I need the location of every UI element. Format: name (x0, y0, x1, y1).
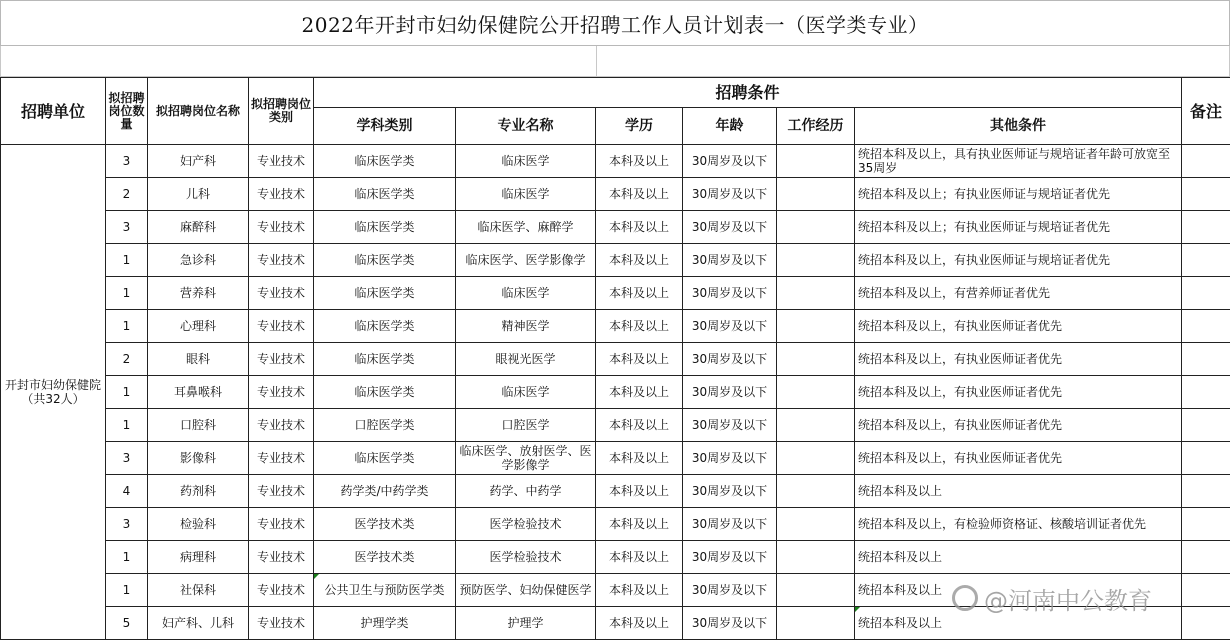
cell-other: 统招本科及以上 (855, 607, 1182, 640)
cell-remark (1182, 376, 1230, 409)
cell-education: 本科及以上 (596, 211, 683, 244)
cell-education: 本科及以上 (596, 508, 683, 541)
cell-category: 专业技术 (249, 343, 314, 376)
cell-education: 本科及以上 (596, 409, 683, 442)
cell-experience (777, 475, 855, 508)
cell-count: 3 (106, 145, 148, 178)
unit-name: 开封市妇幼保健院 (4, 378, 101, 392)
cell-major: 口腔医学 (456, 409, 596, 442)
table-row (1, 145, 1230, 178)
cell-experience (777, 508, 855, 541)
cell-count: 3 (106, 442, 148, 475)
cell-discipline: 临床医学类 (314, 442, 456, 475)
cell-major: 护理学 (456, 607, 596, 640)
header-category: 拟招聘岗位类别 (249, 78, 314, 145)
table-row (1, 541, 1230, 574)
cell-discipline: 临床医学类 (314, 145, 456, 178)
cell-experience (777, 376, 855, 409)
cell-age: 30周岁及以下 (683, 277, 777, 310)
cell-discipline: 护理学类 (314, 607, 456, 640)
cell-position: 营养科 (148, 277, 249, 310)
cell-remark (1182, 409, 1230, 442)
cell-education: 本科及以上 (596, 178, 683, 211)
cell-age: 30周岁及以下 (683, 343, 777, 376)
table-title: 2022年开封市妇幼保健院公开招聘工作人员计划表一（医学类专业） (0, 0, 1230, 46)
cell-other: 统招本科及以上，具有执业医师证与规培证者年龄可放宽至35周岁 (855, 145, 1182, 178)
header-experience: 工作经历 (777, 108, 855, 145)
cell-remark (1182, 178, 1230, 211)
cell-category: 专业技术 (249, 409, 314, 442)
cell-major: 眼视光医学 (456, 343, 596, 376)
cell-major: 临床医学、麻醉学 (456, 211, 596, 244)
cell-remark (1182, 244, 1230, 277)
cell-category: 专业技术 (249, 442, 314, 475)
table-row (1, 442, 1230, 475)
cell-major: 临床医学 (456, 145, 596, 178)
cell-major: 临床医学、放射医学、医学影像学 (456, 442, 596, 475)
cell-position: 耳鼻喉科 (148, 376, 249, 409)
cell-age: 30周岁及以下 (683, 607, 777, 640)
cell-education: 本科及以上 (596, 574, 683, 607)
unit-total: （共32人） (21, 392, 85, 406)
cell-experience (777, 211, 855, 244)
cell-position: 社保科 (148, 574, 249, 607)
cell-position: 麻醉科 (148, 211, 249, 244)
blank-row-divider (596, 46, 597, 76)
cell-position: 眼科 (148, 343, 249, 376)
cell-position: 药剂科 (148, 475, 249, 508)
table-row (1, 244, 1230, 277)
cell-education: 本科及以上 (596, 607, 683, 640)
cell-discipline: 临床医学类 (314, 376, 456, 409)
header-conditions: 招聘条件 (314, 78, 1182, 108)
cell-age: 30周岁及以下 (683, 145, 777, 178)
cell-education: 本科及以上 (596, 310, 683, 343)
cell-other: 统招本科及以上，有营养师证者优先 (855, 277, 1182, 310)
header-other: 其他条件 (855, 108, 1182, 145)
cell-other: 统招本科及以上；有执业医师证与规培证者优先 (855, 211, 1182, 244)
cell-major: 临床医学 (456, 277, 596, 310)
cell-experience (777, 310, 855, 343)
cell-remark (1182, 211, 1230, 244)
table-row (1, 607, 1230, 640)
cell-position: 检验科 (148, 508, 249, 541)
cell-category: 专业技术 (249, 277, 314, 310)
header-position: 拟招聘岗位名称 (148, 78, 249, 145)
cell-other: 统招本科及以上 (855, 541, 1182, 574)
cell-count: 5 (106, 607, 148, 640)
cell-discipline: 口腔医学类 (314, 409, 456, 442)
cell-discipline: 药学类/中药学类 (314, 475, 456, 508)
cell-major: 医学检验技术 (456, 508, 596, 541)
cell-other: 统招本科及以上，有检验师资格证、核酸培训证者优先 (855, 508, 1182, 541)
table-row (1, 508, 1230, 541)
cell-other: 统招本科及以上，有执业医师证者优先 (855, 409, 1182, 442)
cell-education: 本科及以上 (596, 442, 683, 475)
cell-experience (777, 541, 855, 574)
cell-category: 专业技术 (249, 508, 314, 541)
cell-remark (1182, 475, 1230, 508)
unit-cell (1, 145, 106, 640)
cell-discipline: 临床医学类 (314, 244, 456, 277)
cell-category: 专业技术 (249, 178, 314, 211)
header-count: 拟招聘岗位数量 (106, 78, 148, 145)
cell-experience (777, 277, 855, 310)
table-row (1, 343, 1230, 376)
cell-other: 统招本科及以上，有执业医师证者优先 (855, 310, 1182, 343)
cell-experience (777, 607, 855, 640)
watermark-text: @河南中公教育 (984, 586, 1152, 615)
cell-other: 统招本科及以上，有执业医师证者优先 (855, 343, 1182, 376)
table-row (1, 211, 1230, 244)
cell-experience (777, 442, 855, 475)
header-major: 专业名称 (456, 108, 596, 145)
cell-education: 本科及以上 (596, 244, 683, 277)
cell-education: 本科及以上 (596, 343, 683, 376)
cell-other: 统招本科及以上；有执业医师证与规培证者优先 (855, 178, 1182, 211)
cell-remark (1182, 541, 1230, 574)
cell-category: 专业技术 (249, 145, 314, 178)
cell-major: 预防医学、妇幼保健医学 (456, 574, 596, 607)
cell-discipline: 临床医学类 (314, 310, 456, 343)
recruitment-table (0, 77, 1230, 640)
cell-major: 临床医学 (456, 178, 596, 211)
cell-category: 专业技术 (249, 541, 314, 574)
cell-category: 专业技术 (249, 310, 314, 343)
cell-remark (1182, 607, 1230, 640)
cell-count: 1 (106, 310, 148, 343)
cell-remark (1182, 310, 1230, 343)
table-row (1, 310, 1230, 343)
cell-education: 本科及以上 (596, 277, 683, 310)
cell-category: 专业技术 (249, 211, 314, 244)
header-remark: 备注 (1182, 78, 1230, 145)
cell-category: 专业技术 (249, 475, 314, 508)
cell-age: 30周岁及以下 (683, 310, 777, 343)
cell-age: 30周岁及以下 (683, 475, 777, 508)
cell-count: 2 (106, 178, 148, 211)
cell-other: 统招本科及以上，有执业医师证者优先 (855, 376, 1182, 409)
cell-age: 30周岁及以下 (683, 211, 777, 244)
cell-age: 30周岁及以下 (683, 376, 777, 409)
cell-discipline: 临床医学类 (314, 178, 456, 211)
cell-remark (1182, 145, 1230, 178)
table-row (1, 475, 1230, 508)
cell-experience (777, 178, 855, 211)
header-unit: 招聘单位 (1, 78, 106, 145)
cell-major: 临床医学、医学影像学 (456, 244, 596, 277)
table-row (1, 178, 1230, 211)
cell-other: 统招本科及以上，有执业医师证与规培证者优先 (855, 244, 1182, 277)
header-education: 学历 (596, 108, 683, 145)
cell-position: 口腔科 (148, 409, 249, 442)
cell-remark (1182, 574, 1230, 607)
cell-count: 1 (106, 277, 148, 310)
cell-count: 4 (106, 475, 148, 508)
cell-major: 临床医学 (456, 376, 596, 409)
cell-discipline: 临床医学类 (314, 277, 456, 310)
table-row (1, 409, 1230, 442)
cell-major: 药学、中药学 (456, 475, 596, 508)
cell-position: 心理科 (148, 310, 249, 343)
cell-remark (1182, 343, 1230, 376)
cell-count: 1 (106, 376, 148, 409)
cell-position: 急诊科 (148, 244, 249, 277)
cell-category: 专业技术 (249, 574, 314, 607)
cell-education: 本科及以上 (596, 145, 683, 178)
table-row (1, 277, 1230, 310)
cell-education: 本科及以上 (596, 541, 683, 574)
cell-age: 30周岁及以下 (683, 178, 777, 211)
cell-experience (777, 244, 855, 277)
cell-other: 统招本科及以上 (855, 574, 1182, 607)
cell-age: 30周岁及以下 (683, 442, 777, 475)
cell-experience (777, 343, 855, 376)
cell-education: 本科及以上 (596, 475, 683, 508)
cell-category: 专业技术 (249, 376, 314, 409)
cell-position: 妇产科 (148, 145, 249, 178)
cell-remark (1182, 442, 1230, 475)
cell-age: 30周岁及以下 (683, 244, 777, 277)
cell-count: 1 (106, 541, 148, 574)
cell-remark (1182, 277, 1230, 310)
cell-position: 病理科 (148, 541, 249, 574)
cell-position: 儿科 (148, 178, 249, 211)
header-discipline: 学科类别 (314, 108, 456, 145)
cell-age: 30周岁及以下 (683, 541, 777, 574)
cell-position: 影像科 (148, 442, 249, 475)
cell-age: 30周岁及以下 (683, 574, 777, 607)
cell-other: 统招本科及以上，有执业医师证者优先 (855, 442, 1182, 475)
cell-discipline: 医学技术类 (314, 508, 456, 541)
cell-count: 2 (106, 343, 148, 376)
cell-experience (777, 145, 855, 178)
cell-discipline: 临床医学类 (314, 343, 456, 376)
header-age: 年龄 (683, 108, 777, 145)
cell-age: 30周岁及以下 (683, 508, 777, 541)
cell-experience (777, 574, 855, 607)
cell-discipline: 临床医学类 (314, 211, 456, 244)
cell-remark (1182, 508, 1230, 541)
cell-age: 30周岁及以下 (683, 409, 777, 442)
table-row (1, 574, 1230, 607)
cell-major: 医学检验技术 (456, 541, 596, 574)
cell-major: 精神医学 (456, 310, 596, 343)
cell-experience (777, 409, 855, 442)
cell-education: 本科及以上 (596, 376, 683, 409)
cell-discipline: 医学技术类 (314, 541, 456, 574)
cell-category: 专业技术 (249, 244, 314, 277)
cell-discipline: 公共卫生与预防医学类 (314, 574, 456, 607)
cell-other: 统招本科及以上 (855, 475, 1182, 508)
cell-count: 1 (106, 409, 148, 442)
cell-count: 3 (106, 211, 148, 244)
cell-count: 1 (106, 244, 148, 277)
cell-category: 专业技术 (249, 607, 314, 640)
blank-row (0, 46, 1230, 77)
cell-count: 3 (106, 508, 148, 541)
cell-position: 妇产科、儿科 (148, 607, 249, 640)
table-row (1, 376, 1230, 409)
cell-count: 1 (106, 574, 148, 607)
